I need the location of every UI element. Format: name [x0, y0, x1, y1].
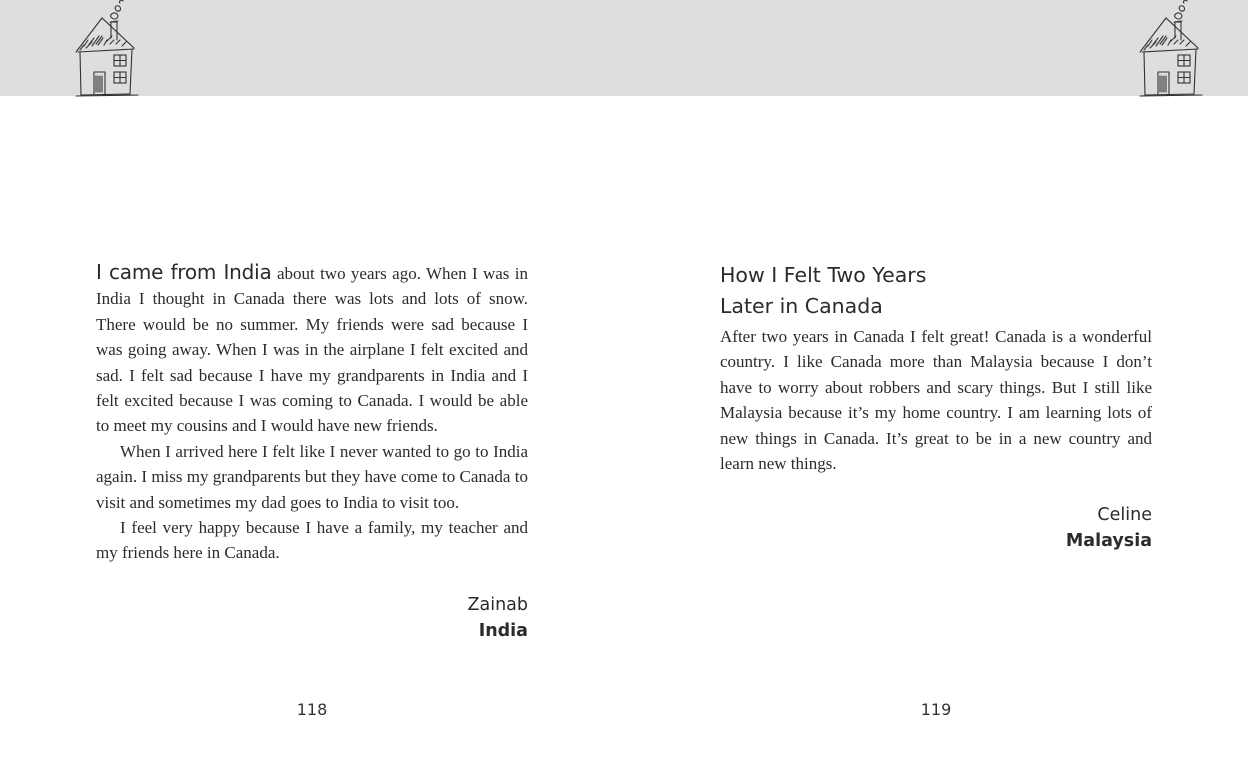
author-name: Celine	[1097, 505, 1152, 526]
paragraph-text: about two years ago. When I was in India I thought in Canada there was lots and lots of snow. There would be no summer. My friends were sad because I was going away. When I was in the airplane I felt excited and sad. I felt sad because I have my grandparents in India and I felt excited because I was coming to Canada. I would be able to meet my cousins and I would have new friends.	[96, 264, 528, 436]
lead-in-text: I came from India	[96, 260, 272, 284]
story-title	[720, 260, 1152, 322]
author-signature	[96, 592, 528, 644]
house-sketch-icon	[1136, 0, 1206, 100]
left-page	[96, 260, 528, 644]
story-paragraph-2: When I arrived here I felt like I never wanted to go to India again. I miss my grandparents but they have come to Canada to visit and sometimes my dad goes to India to visit too.	[96, 441, 528, 512]
story-paragraph: After two years in Canada I felt great! Canada is a wonderful country. I like Canada more than Malaysia because I don’t have to worry about robbers and scary things. But I still like Malaysia because it’s my home country. I am learning lots of new things in Canada. It’s great to be in a new country and learn new things.	[720, 327, 1152, 474]
page-number-left: 118	[296, 700, 328, 719]
author-signature	[720, 502, 1152, 554]
story-paragraph-1	[96, 260, 528, 439]
header-band	[0, 0, 1248, 96]
author-country: Malaysia	[1065, 531, 1152, 552]
house-sketch-icon	[72, 0, 142, 100]
right-page	[720, 260, 1152, 554]
page-number-right: 119	[920, 700, 952, 719]
author-country: India	[478, 620, 528, 641]
story-title-line-2: Later in Canada	[720, 294, 883, 318]
story-title-line-1: How I Felt Two Years	[720, 263, 927, 287]
author-name: Zainab	[467, 594, 528, 615]
story-paragraph-3: I feel very happy because I have a family, my teacher and my friends here in Canada.	[96, 518, 528, 563]
